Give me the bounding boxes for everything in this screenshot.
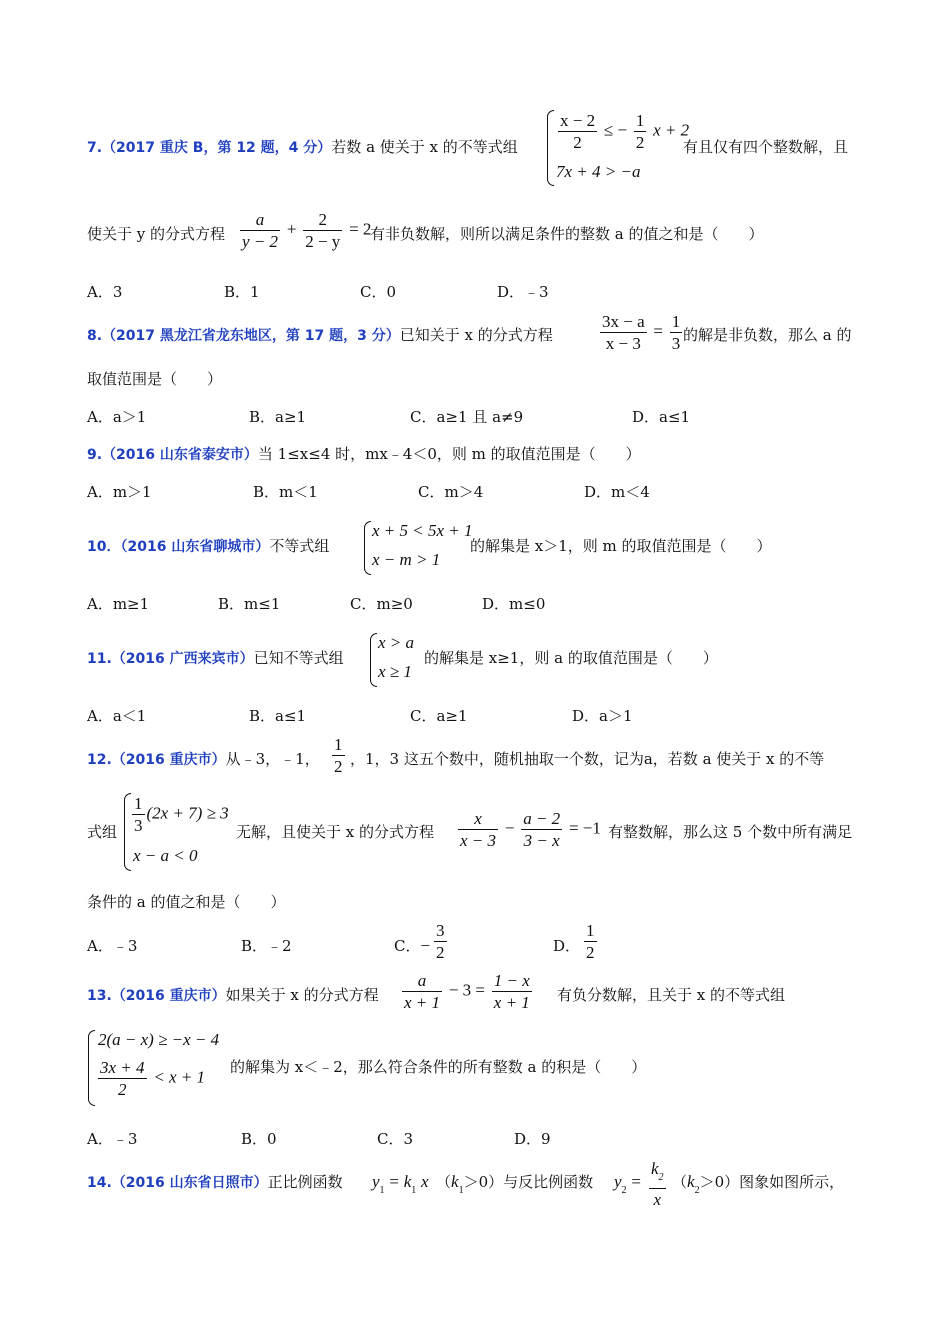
question-10-text-2: 的解集是 x＞1，则 m 的取值范围是（ ） bbox=[470, 537, 772, 555]
option-d: D． bbox=[553, 937, 581, 955]
q7-system-line-2: 7x + 4 > −a bbox=[556, 162, 641, 181]
option-c: C．− bbox=[394, 936, 431, 955]
option-b: B．m＜1 bbox=[253, 483, 318, 501]
option-b: B．a≤1 bbox=[249, 707, 307, 725]
question-10-header: 10．（2016 山东省聊城市） bbox=[87, 539, 270, 555]
question-8-text-2: 的解是非负数，那么 a 的 bbox=[683, 326, 852, 344]
option-d: D．m＜4 bbox=[584, 483, 650, 501]
option-a: A．﹣3 bbox=[87, 937, 138, 955]
question-7-header: 7.（2017 重庆 B，第 12 题，4 分） bbox=[87, 140, 332, 156]
option-c: C．m≥0 bbox=[350, 595, 413, 613]
option-b: B．﹣2 bbox=[241, 937, 292, 955]
option-a: A．a＜1 bbox=[87, 707, 147, 725]
q14-k2-condition: $(k_2>0)$图象如图所示， bbox=[672, 1172, 845, 1196]
question-12-text: 从﹣3，﹣1， bbox=[225, 750, 320, 768]
q14-inverse-fraction: $\frac{k_2}{x}$ bbox=[651, 1159, 664, 1209]
question-12-text-6: 条件的 a 的值之和是（ ） bbox=[87, 893, 286, 911]
option-d: D．m≤0 bbox=[482, 595, 546, 613]
question-7-text-2: 有且仅有四个整数解，且 bbox=[683, 138, 849, 156]
question-12-text-5: 有整数解，那么这 5 个数中所有满足 bbox=[608, 823, 853, 841]
q13-equation: $\frac{a}{x + 1}$ − 3 = $\frac{1 - x}{x + 1}$ bbox=[404, 971, 530, 1012]
q14-inverse-function: $y_2$ = bbox=[614, 1172, 641, 1196]
q14-k1-condition: $(k_1>0)$与反比例函数 bbox=[436, 1172, 594, 1196]
question-13-text: 如果关于 x 的分式方程 bbox=[225, 986, 379, 1004]
q13-system-line-1: 2(a − x) ≥ −x − 4 bbox=[98, 1030, 220, 1049]
question-10-text: 不等式组 bbox=[269, 537, 330, 555]
question-7-text-4: 有非负数解，则所以满足条件的整数 a 的值之和是（ ） bbox=[370, 225, 764, 243]
system-brace bbox=[370, 633, 377, 687]
question-14-header: 14.（2016 山东省日照市） bbox=[87, 1175, 268, 1191]
question-9-header: 9.（2016 山东省泰安市） bbox=[87, 447, 258, 463]
question-12-text-2: ，1，3 这五个数中，随机抽取一个数，记为a，若数 a 使关于 x 的不等 bbox=[350, 750, 825, 768]
option-a: A．m＞1 bbox=[87, 483, 152, 501]
question-12-text-3: 式组 bbox=[87, 823, 118, 841]
option-a: A．﹣3 bbox=[87, 1130, 138, 1148]
question-13-header: 13.（2016 重庆市） bbox=[87, 988, 226, 1004]
q10-system-line-1: x + 5 < 5x + 1 bbox=[372, 521, 473, 540]
option-d: D．a＞1 bbox=[572, 707, 633, 725]
q14-direct-function: $y_1 = k_1$ x bbox=[372, 1172, 429, 1196]
option-a: A．a＞1 bbox=[87, 408, 147, 426]
q7-system-line-1: $\frac{x - 2}{2}$ ≤ − $\frac{1}{2}$ x + 2 bbox=[560, 111, 690, 152]
option-c: C．m＞4 bbox=[418, 483, 484, 501]
question-8-header: 8.（2017 黑龙江省龙东地区，第 17 题，3 分） bbox=[87, 328, 400, 344]
option-b: B．1 bbox=[224, 283, 260, 301]
question-9-text: 当 1≤x≤4 时，mx﹣4＜0，则 m 的取值范围是（ ） bbox=[257, 445, 641, 463]
question-13-text-2: 有负分数解，且关于 x 的不等式组 bbox=[557, 986, 785, 1004]
option-c: C．a≥1 bbox=[410, 707, 468, 725]
q12-system-line-1: $\frac{1}{3}$ (2x + 7) ≥ 3 bbox=[134, 794, 229, 835]
q13-system-line-2: $\frac{3x + 4}{2}$ < x + 1 bbox=[100, 1058, 206, 1099]
question-11-text: 已知不等式组 bbox=[253, 649, 344, 667]
option-b: B．a≥1 bbox=[249, 408, 307, 426]
system-brace bbox=[547, 110, 554, 186]
question-12-text-4: 无解，且使关于 x 的分式方程 bbox=[236, 823, 434, 841]
q11-system-line-2: x ≥ 1 bbox=[378, 662, 412, 681]
option-d: D．a≤1 bbox=[632, 408, 691, 426]
q8-equation: $\frac{3x - a}{x - 3}$ = $\frac{1}{3}$ bbox=[602, 312, 681, 353]
question-11-header: 11.（2016 广西来宾市） bbox=[87, 651, 254, 667]
question-7-text: 若数 a 使关于 x 的不等式组 bbox=[331, 138, 518, 156]
option-c: C．0 bbox=[360, 283, 397, 301]
question-8-text-3: 取值范围是（ ） bbox=[87, 370, 223, 388]
q12-half: $\frac{1}{2}$ bbox=[334, 735, 343, 776]
question-7-text-3: 使关于 y 的分式方程 bbox=[87, 225, 226, 243]
question-8-text: 已知关于 x 的分式方程 bbox=[399, 326, 553, 344]
q12-equation: $\frac{x}{x - 3}$ − $\frac{a - 2}{3 - x}$ = −1 bbox=[460, 809, 601, 850]
option-d: D．9 bbox=[514, 1130, 551, 1148]
option-a: A．3 bbox=[87, 283, 123, 301]
question-13-text-3: 的解集为 x＜﹣2，那么符合条件的所有整数 a 的积是（ ） bbox=[230, 1058, 647, 1076]
option-d-fraction: $\frac{1}{2}$ bbox=[586, 921, 595, 962]
option-a: A．m≥1 bbox=[87, 595, 150, 613]
option-b: B．m≤1 bbox=[218, 595, 281, 613]
q7-equation: $\frac{a}{y - 2}$ + $\frac{2}{2 - y}$ = 2 bbox=[242, 210, 372, 251]
option-c: C．3 bbox=[377, 1130, 414, 1148]
system-brace bbox=[364, 521, 371, 575]
option-b: B．0 bbox=[241, 1130, 277, 1148]
q12-system-line-2: x − a < 0 bbox=[133, 846, 198, 865]
system-brace bbox=[88, 1030, 95, 1106]
option-c-fraction: $\frac{3}{2}$ bbox=[436, 921, 445, 962]
q11-system-line-1: x > a bbox=[378, 633, 415, 652]
question-11-text-2: 的解集是 x≥1，则 a 的取值范围是（ ） bbox=[424, 649, 718, 667]
option-c: C．a≥1 且 a≠9 bbox=[410, 408, 524, 426]
q10-system-line-2: x − m > 1 bbox=[372, 550, 441, 569]
question-12-header: 12.（2016 重庆市） bbox=[87, 752, 226, 768]
question-14-text: 正比例函数 bbox=[267, 1173, 343, 1191]
option-d: D．﹣3 bbox=[497, 283, 549, 301]
